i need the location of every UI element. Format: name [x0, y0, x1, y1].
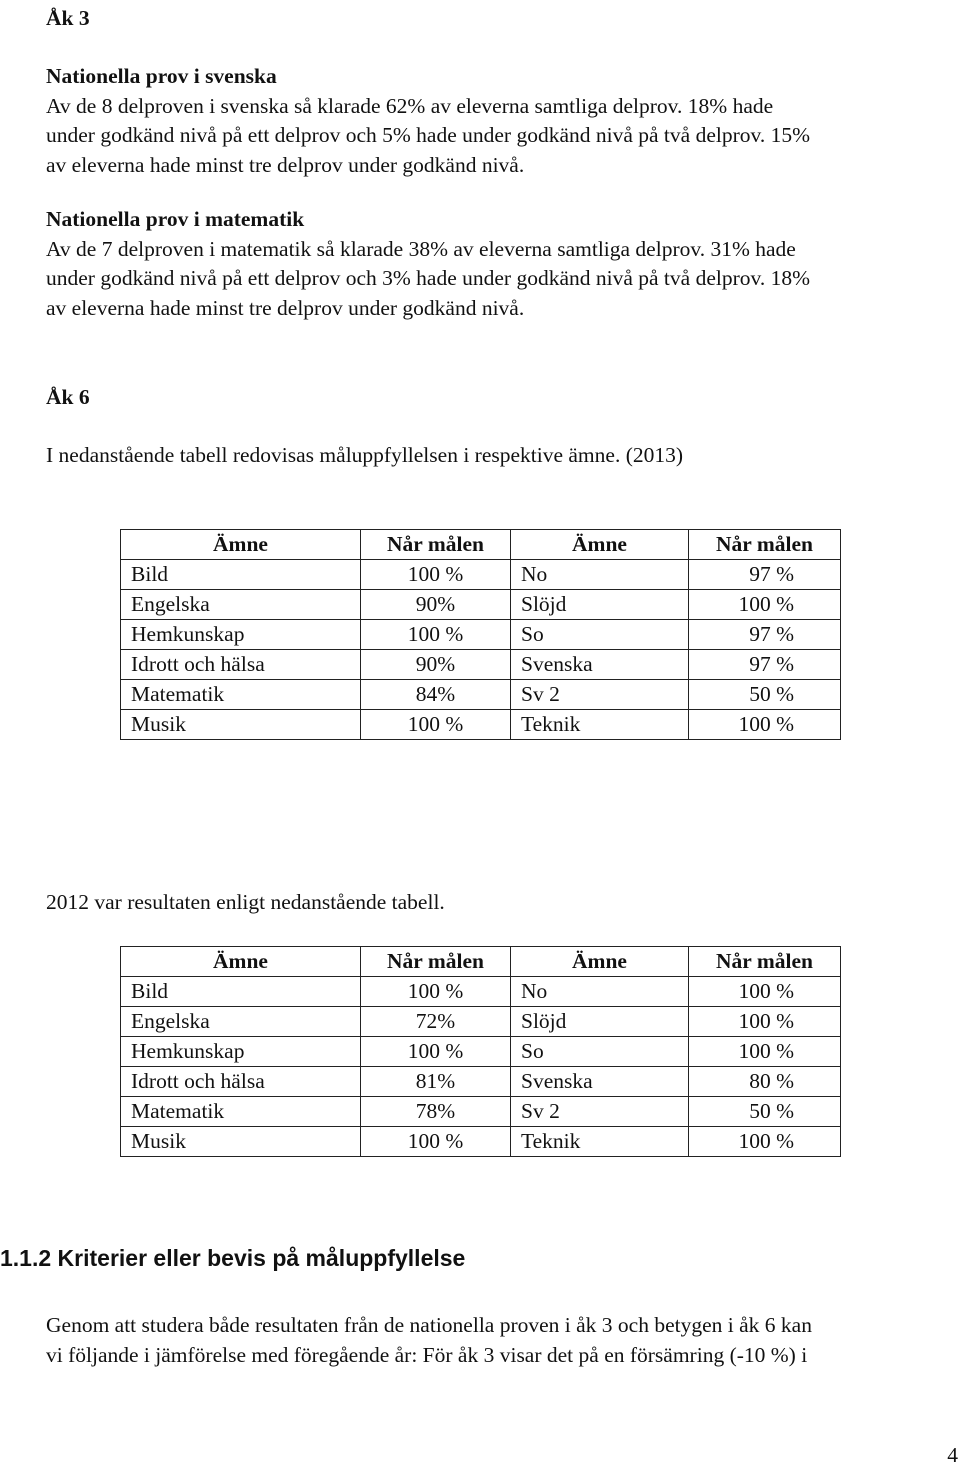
value-cell: 100 %	[361, 1127, 511, 1157]
header-goal: Når målen	[361, 530, 511, 560]
page-number: 4	[947, 1443, 958, 1467]
subject-cell: Matematik	[121, 1097, 361, 1127]
value-cell: 100 %	[361, 977, 511, 1007]
table-row	[121, 710, 841, 740]
table-row	[121, 977, 841, 1007]
subject-cell: Matematik	[121, 680, 361, 710]
paragraph-line: under godkänd nivå på ett delprov och 5% hade under godkänd nivå på två delprov. 15%	[46, 123, 811, 147]
subject-cell: Svenska	[511, 1067, 689, 1097]
header-goal: Når målen	[689, 947, 841, 977]
swedish-section	[46, 62, 946, 180]
value-cell: 100 %	[689, 1127, 841, 1157]
subject-cell: Musik	[121, 710, 361, 740]
header-subject: Ämne	[121, 530, 361, 560]
value-cell: 50 %	[689, 680, 841, 710]
subject-cell: Bild	[121, 560, 361, 590]
swedish-title: Nationella prov i svenska	[46, 64, 277, 88]
subject-cell: Musik	[121, 1127, 361, 1157]
value-cell: 100 %	[361, 620, 511, 650]
subject-cell: Teknik	[511, 1127, 689, 1157]
subject-cell: Slöjd	[511, 590, 689, 620]
math-section	[46, 205, 946, 323]
subject-cell: Engelska	[121, 590, 361, 620]
value-cell: 72%	[361, 1007, 511, 1037]
table-row	[121, 1097, 841, 1127]
value-cell: 100 %	[689, 1007, 841, 1037]
value-cell: 97 %	[689, 560, 841, 590]
paragraph-line: Genom att studera både resultaten från de nationella proven i åk 3 och betygen i åk 6 kan	[46, 1313, 812, 1337]
subject-cell: Hemkunskap	[121, 1037, 361, 1067]
table-header-row	[121, 947, 841, 977]
subject-cell: So	[511, 620, 689, 650]
results-table-2013	[120, 529, 841, 740]
value-cell: 100 %	[361, 710, 511, 740]
value-cell: 100 %	[689, 1037, 841, 1067]
table-row	[121, 1007, 841, 1037]
paragraph-line: under godkänd nivå på ett delprov och 3% hade under godkänd nivå på två delprov. 18%	[46, 266, 811, 290]
paragraph-line: vi följande i jämförelse med föregående år: För åk 3 visar det på en försämring (-10 %) i	[46, 1342, 808, 1367]
math-paragraph	[46, 235, 946, 324]
value-cell: 50 %	[689, 1097, 841, 1127]
value-cell: 100 %	[689, 710, 841, 740]
value-cell: 90%	[361, 650, 511, 680]
header-subject: Ämne	[511, 947, 689, 977]
value-cell: 90%	[361, 590, 511, 620]
subject-cell: Idrott och hälsa	[121, 1067, 361, 1097]
paragraph-line: Av de 7 delproven i matematik så klarade 38% av eleverna samtliga delprov. 31% hade	[46, 236, 796, 261]
table-2012-intro: 2012 var resultaten enligt nedanstående tabell.	[46, 890, 445, 914]
header-subject: Ämne	[121, 947, 361, 977]
table-row	[121, 620, 841, 650]
table-2013-intro: I nedanstående tabell redovisas måluppfyllelsen i respektive ämne. (2013)	[46, 443, 684, 467]
results-table-2012	[120, 946, 841, 1157]
table-row	[121, 1037, 841, 1067]
subject-cell: So	[511, 1037, 689, 1067]
value-cell: 100 %	[689, 977, 841, 1007]
subject-cell: Sv 2	[511, 1097, 689, 1127]
subject-cell: Teknik	[511, 710, 689, 740]
value-cell: 97 %	[689, 650, 841, 680]
value-cell: 84%	[361, 680, 511, 710]
swedish-paragraph	[46, 92, 946, 181]
subject-cell: No	[511, 560, 689, 590]
subject-cell: Engelska	[121, 1007, 361, 1037]
value-cell: 100 %	[361, 1037, 511, 1067]
math-title: Nationella prov i matematik	[46, 207, 305, 231]
header-subject: Ämne	[511, 530, 689, 560]
table-row	[121, 1127, 841, 1157]
subject-cell: Bild	[121, 977, 361, 1007]
table-row	[121, 650, 841, 680]
value-cell: 100 %	[689, 590, 841, 620]
header-goal: Når målen	[361, 947, 511, 977]
value-cell: 97 %	[689, 620, 841, 650]
table-row	[121, 560, 841, 590]
value-cell: 100 %	[361, 560, 511, 590]
table-row	[121, 1067, 841, 1097]
paragraph-line: Av de 8 delproven i svenska så klarade 62% av eleverna samtliga delprov. 18% hade	[46, 93, 774, 118]
value-cell: 81%	[361, 1067, 511, 1097]
heading-ak3: Åk 3	[46, 6, 90, 30]
criteria-paragraph	[46, 1311, 946, 1370]
table-header-row	[121, 530, 841, 560]
subject-cell: Hemkunskap	[121, 620, 361, 650]
criteria-heading: 1.1.2 Kriterier eller bevis på måluppfyllelse	[0, 1245, 466, 1271]
table-row	[121, 680, 841, 710]
heading-ak6: Åk 6	[46, 385, 90, 409]
header-goal: Når målen	[689, 530, 841, 560]
subject-cell: Sv 2	[511, 680, 689, 710]
subject-cell: Svenska	[511, 650, 689, 680]
table-row	[121, 590, 841, 620]
value-cell: 78%	[361, 1097, 511, 1127]
subject-cell: Idrott och hälsa	[121, 650, 361, 680]
subject-cell: No	[511, 977, 689, 1007]
subject-cell: Slöjd	[511, 1007, 689, 1037]
value-cell: 80 %	[689, 1067, 841, 1097]
paragraph-line: av eleverna hade minst tre delprov under godkänd nivå.	[46, 152, 525, 177]
paragraph-line: av eleverna hade minst tre delprov under godkänd nivå.	[46, 295, 525, 320]
